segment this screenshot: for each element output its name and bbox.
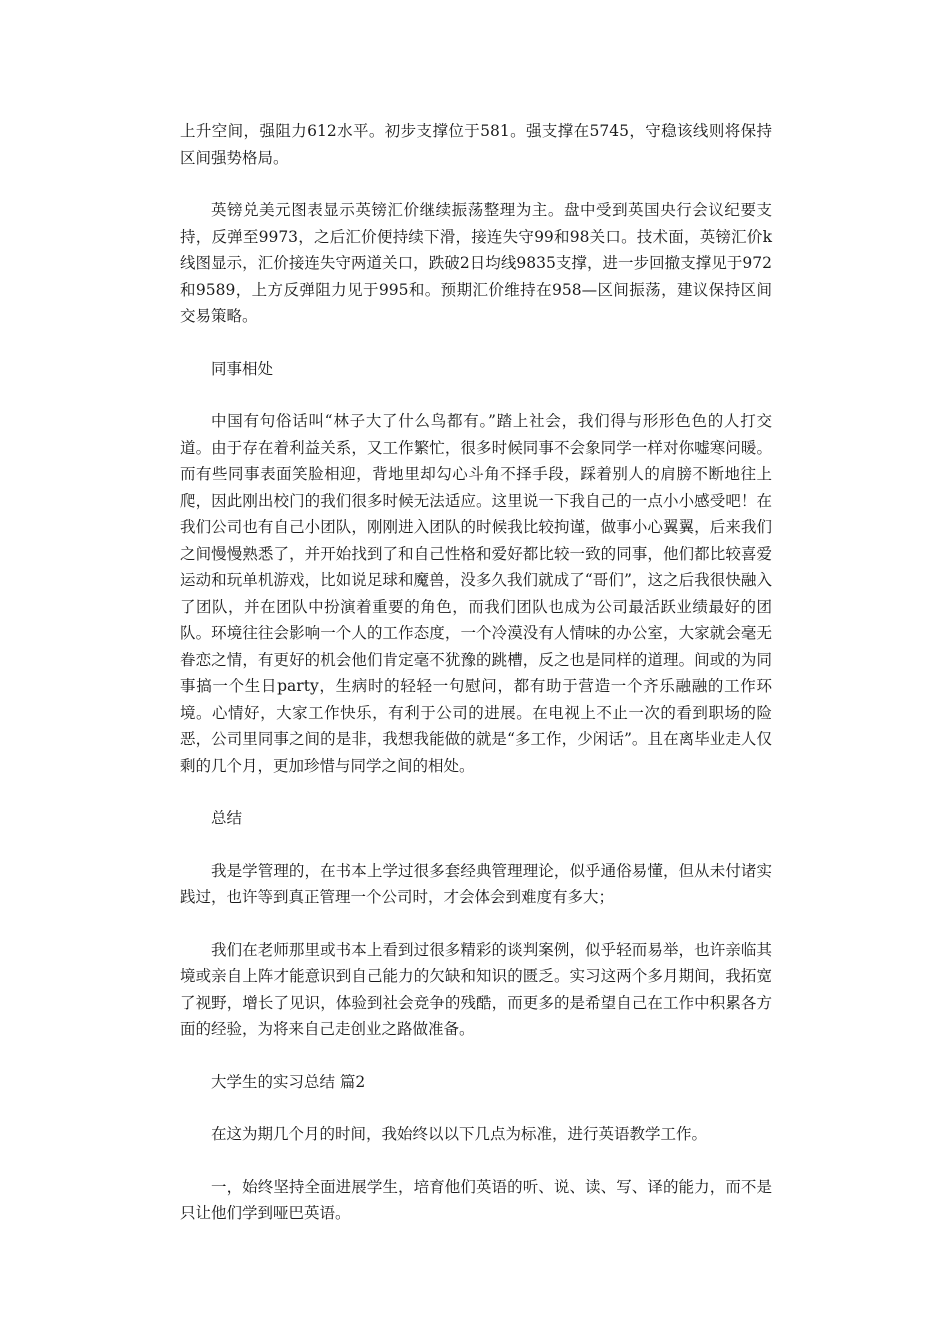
paragraph-management: 我是学管理的，在书本上学过很多套经典管理理论，似乎通俗易懂，但从未付诸实践过，也许等到真正管理一个公司时，才会体会到难度有多大； — [180, 861, 772, 906]
paragraph-teaching-point-1: 一，始终坚持全面进展学生，培育他们英语的听、说、读、写、译的能力，而不是只让他们学到哑巴英语。 — [180, 1177, 772, 1222]
paragraph-gbp-usd: 英镑兑美元图表显示英镑汇价继续振荡整理为主。盘中受到英国央行会议纪要支持，反弹至9973，之后汇价便持续下滑，接连失守99和98关口。技术面，英镑汇价k线图显示，汇价接连失守两道关口，跌破2日均线9835支撑，进一步回撤支撑见于972和9589，上方反弹阻力见于995和。预期汇价维持在958—区间振荡，建议保持区间交易策略。 — [180, 201, 772, 325]
paragraph-teaching-intro: 在这为期几个月的时间，我始终以以下几点为标准，进行英语教学工作。 — [211, 1125, 708, 1143]
paragraph-colleagues: 中国有句俗话叫“林子大了什么鸟都有。”踏上社会，我们得与形形色色的人打交道。由于存在着利益关系，又工作繁忙，很多时候同事不会象同学一样对你嘘寒问暖。而有些同事表面笑脸相迎，背地里却勾心斗角不择手段，踩着别人的肩膀不断地往上爬，因此刚出校门的我们很多时候无法适应。这里说一下我自己的一点小小感受吧！在我们公司也有自己小团队，刚刚进入团队的时候我比较拘谨，做事小心翼翼，后来我们之间慢慢熟悉了，并开始找到了和自己性格和爱好都比较一致的同事，他们都比较喜爱运动和玩单机游戏，比如说足球和魔兽，没多久我们就成了“哥们”，这之后我很快融入了团队，并在团队中扮演着重要的角色，而我们团队也成为公司最活跃业绩最好的团队。环境往往会影响一个人的工作态度，一个冷漠没有人情味的办公室，大家就会毫无眷恋之情，有更好的机会他们肯定毫不犹豫的跳槽，反之也是同样的道理。间或的为同事搞一个生日party，生病时的轻轻一句慰问，都有助于营造一个齐乐融融的工作环境。心情好，大家工作快乐，有利于公司的进展。在电视上不止一次的看到职场的险恶，公司里同事之间的是非，我想我能做的就是“多工作，少闲话”。且在离毕业走人仅剩的几个月，更加珍惜与同学之间的相处。 — [180, 412, 772, 775]
section-heading-part2: 大学生的实习总结 篇2 — [211, 1072, 366, 1091]
section-heading-summary: 总结 — [211, 809, 243, 827]
section-heading-colleagues: 同事相处 — [211, 359, 274, 378]
paragraph-negotiation: 我们在老师那里或书本上看到过很多精彩的谈判案例，似乎轻而易举，也许亲临其境或亲自上阵才能意识到自己能力的欠缺和知识的匮乏。实习这两个多月期间，我拓宽了视野，增长了见识，体验到社会竞争的残酷，而更多的是希望自己在工作中积累各方面的经验，为将来自己走创业之路做准备。 — [180, 940, 772, 1038]
document-page — [180, 118, 772, 1253]
paragraph-continuation: 上升空间，强阻力612水平。初步支撑位于581。强支撑在5745，守稳该线则将保持区间强势格局。 — [180, 122, 772, 167]
